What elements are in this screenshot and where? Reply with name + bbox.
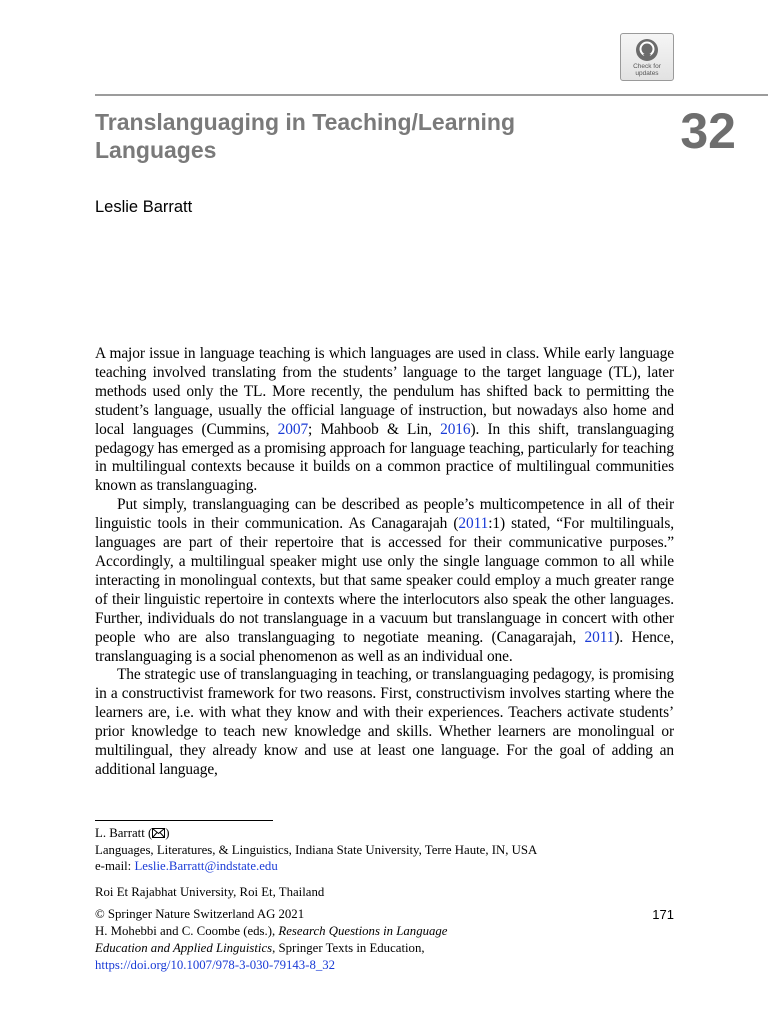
badge-text-line1: Check for <box>633 63 661 70</box>
footnote-author-line <box>95 825 674 842</box>
doi-line <box>95 957 674 974</box>
header-rule <box>95 94 768 96</box>
footnote-email-line <box>95 858 674 875</box>
citation-link-cummins-2007[interactable]: 2007 <box>277 420 309 438</box>
envelope-icon[interactable] <box>152 828 165 838</box>
footnote-email-label: e-mail: <box>95 859 135 873</box>
book-title-part2: Education and Applied Linguistics <box>95 941 273 955</box>
paragraph-2 <box>95 496 674 666</box>
footnote-author-close: ) <box>165 826 170 840</box>
footnote-affiliation-2: Roi Et Rajabhat University, Roi Et, Thailand <box>95 884 325 899</box>
paragraph-2-text-b: :1) stated, “For multilinguals, languages are part of their repertoire that is accessed for their communicative purposes.” Accordingly, a multilingual speaker might use only the single language common to all while interacting in monolingual contexts, but that same speaker could employ a much greater range of their linguistic repertoire in contexts where the interlocutors also speak the other languages. Further, individuals do not translanguage in a vacuum but translanguage in concert with other people who are also translanguaging to negotiate meaning. (Canagarajah, <box>95 515 674 646</box>
check-for-updates-badge[interactable] <box>620 33 674 81</box>
doi-link[interactable]: https://doi.org/10.1007/978-3-030-79143-8_32 <box>95 958 336 972</box>
footnote-rule <box>95 820 273 821</box>
paragraph-3 <box>95 666 674 779</box>
paragraph-1-text-b: ; Mahboob & Lin, <box>308 420 441 438</box>
paragraph-3-text: The strategic use of translanguaging in teaching, or translanguaging pedagogy, is promising in a constructivist framework for two reasons. First, constructivism involves starting where the learners are, i.e. with what they know and with their experiences. Teachers activate students’ prior knowledge to teach new knowledge and skills. Whether learners are monolingual or multilingual, they already know and use at least one language. For the goal of adding an additional language, <box>95 666 674 778</box>
paragraph-2-text-a: Put simply, translanguaging can be described as people’s multicompetence in all of their linguistic tools in their communication. As Canagarajah ( <box>95 496 674 533</box>
author-footnote <box>95 825 674 900</box>
badge-text-line2: updates <box>635 70 659 77</box>
page-number: 171 <box>652 907 674 922</box>
chapter-title <box>95 108 635 164</box>
editors-line <box>95 923 674 940</box>
copyright-line: © Springer Nature Switzerland AG 2021 <box>95 907 305 921</box>
publication-info <box>95 906 674 974</box>
book-title-part1: Research Questions in Language <box>278 924 448 938</box>
citation-link-mahboob-2016[interactable]: 2016 <box>440 420 471 438</box>
citation-link-canagarajah-2011-b[interactable]: 2011 <box>584 628 615 646</box>
footnote-author-name: L. Barratt ( <box>95 826 153 840</box>
citation-link-canagarajah-2011-a[interactable]: 2011 <box>458 515 489 533</box>
paragraph-1 <box>95 345 674 496</box>
paragraph-2-text-c: ). Hence, translanguaging is a social phenomenon as well as an individual one. <box>95 628 674 665</box>
chapter-number: 32 <box>680 103 736 159</box>
body-text <box>95 345 674 780</box>
author-email-link[interactable]: Leslie.Barratt@indstate.edu <box>134 859 278 873</box>
editors-text: H. Mohebbi and C. Coombe (eds.), <box>95 924 279 938</box>
paragraph-1-text-a: A major issue in language teaching is which languages are used in class. While early language teaching involved translating from the students’ language to the target language (TL), later methods used only the TL. More recently, the pendulum has shifted back to permitting the student’s language, usually the official language of instruction, but nowadays also home and local languages (Cummins, <box>95 345 674 438</box>
paragraph-1-text-c: ). In this shift, translanguaging pedagogy has emerged as a promising approach for language teaching, particularly for teaching in multilingual contexts because it builds on a common practice of multilingual communities known as translanguaging. <box>95 420 675 495</box>
chapter-title-line2: Languages <box>95 137 217 163</box>
footnote-affiliation-1: Languages, Literatures, & Linguistics, Indiana State University, Terre Haute, IN, USA <box>95 842 538 857</box>
chapter-author: Leslie Barratt <box>95 198 193 216</box>
series-text: , Springer Texts in Education, <box>272 941 425 955</box>
chapter-title-line1: Translanguaging in Teaching/Learning <box>95 109 516 135</box>
check-for-updates-icon <box>634 37 660 63</box>
book-title-line <box>95 940 674 957</box>
